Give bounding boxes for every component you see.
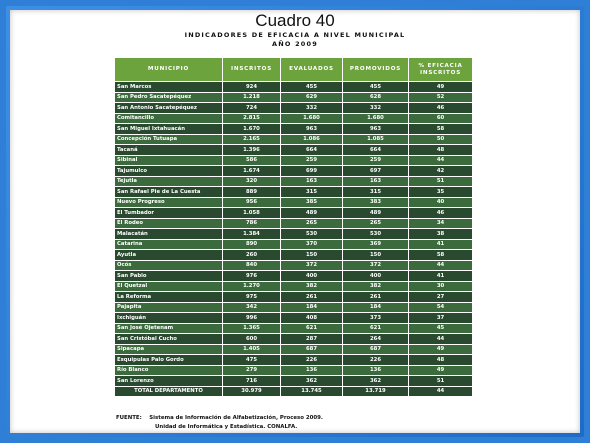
cell-promovidos: 383 [343,197,409,208]
table-row [115,124,473,135]
cell-promovidos: 332 [343,103,409,114]
cell-eficacia: 58 [409,250,473,261]
cell-inscritos: 1.674 [223,166,281,177]
cell-evaluados: 150 [281,250,343,261]
cell-promovidos: 1.085 [343,134,409,145]
cell-inscritos: 2.815 [223,113,281,124]
cell-inscritos: 320 [223,176,281,187]
cell-municipio: San Lorenzo [115,376,223,387]
cell-evaluados: 315 [281,187,343,198]
cell-promovidos: 963 [343,124,409,135]
header-eficacia: % EFICACIA INSCRITOS [409,58,473,82]
cell-eficacia: 44 [409,155,473,166]
cell-municipio: Sipacapa [115,344,223,355]
table-row [115,208,473,219]
cell-eficacia: 52 [409,92,473,103]
cell-evaluados: 332 [281,103,343,114]
cell-municipio: Concepción Tutuapa [115,134,223,145]
cell-municipio: Sibinal [115,155,223,166]
cell-municipio: Pajapita [115,302,223,313]
cell-promovidos: 163 [343,176,409,187]
cell-promovidos: 150 [343,250,409,261]
table-body [115,82,473,397]
table-row [115,334,473,345]
cell-eficacia: 44 [409,260,473,271]
cell-municipio: Esquipulas Palo Gordo [115,355,223,366]
slide [10,10,580,433]
cell-promovidos: 259 [343,155,409,166]
cell-inscritos: 1.405 [223,344,281,355]
header-promovidos: PROMOVIDOS [343,58,409,82]
cell-promovidos: 697 [343,166,409,177]
cell-municipio: San José Ojetenam [115,323,223,334]
page-title: Cuadro 40 [255,11,335,30]
cell-eficacia: 58 [409,124,473,135]
table-row [115,292,473,303]
table-year: AÑO 2009 [272,40,318,48]
total-value: 13.719 [343,386,409,397]
cell-promovidos: 664 [343,145,409,156]
cell-evaluados: 136 [281,365,343,376]
cell-evaluados: 400 [281,271,343,282]
cell-municipio: Río Blanco [115,365,223,376]
cell-eficacia: 41 [409,271,473,282]
efficiency-table [114,57,473,397]
cell-evaluados: 963 [281,124,343,135]
cell-inscritos: 475 [223,355,281,366]
table-row [115,155,473,166]
table-row [115,365,473,376]
cell-evaluados: 699 [281,166,343,177]
cell-inscritos: 2.165 [223,134,281,145]
cell-evaluados: 385 [281,197,343,208]
cell-evaluados: 1.086 [281,134,343,145]
cell-municipio: San Cristóbal Cucho [115,334,223,345]
cell-municipio: Ocós [115,260,223,271]
cell-eficacia: 30 [409,281,473,292]
table-row [115,187,473,198]
cell-evaluados: 1.680 [281,113,343,124]
header-inscritos: INSCRITOS [223,58,281,82]
cell-eficacia: 41 [409,239,473,250]
cell-inscritos: 1.384 [223,229,281,240]
cell-promovidos: 1.680 [343,113,409,124]
header-municipio: MUNICIPIO [115,58,223,82]
cell-inscritos: 924 [223,82,281,93]
total-value: 44 [409,386,473,397]
cell-promovidos: 400 [343,271,409,282]
cell-municipio: Ayutla [115,250,223,261]
table-row [115,323,473,334]
cell-municipio: Catarina [115,239,223,250]
cell-promovidos: 315 [343,187,409,198]
table-row [115,197,473,208]
cell-evaluados: 370 [281,239,343,250]
cell-inscritos: 956 [223,197,281,208]
total-value: 13.745 [281,386,343,397]
table-row [115,134,473,145]
cell-inscritos: 1.396 [223,145,281,156]
table-row [115,302,473,313]
cell-inscritos: 600 [223,334,281,345]
cell-inscritos: 976 [223,271,281,282]
cell-eficacia: 51 [409,376,473,387]
cell-municipio: San Antonio Sacatepéquez [115,103,223,114]
cell-municipio: San Miguel Ixtahuacán [115,124,223,135]
cell-eficacia: 45 [409,323,473,334]
footer-source-line-2: Unidad de Informática y Estadística. CONALFA. [155,424,298,430]
cell-promovidos: 530 [343,229,409,240]
table-row [115,313,473,324]
cell-inscritos: 1.218 [223,92,281,103]
cell-promovidos: 489 [343,208,409,219]
table-row [115,260,473,271]
cell-eficacia: 51 [409,176,473,187]
cell-municipio: Comitancillo [115,113,223,124]
cell-inscritos: 975 [223,292,281,303]
cell-municipio: San Pablo [115,271,223,282]
footer-source [116,415,323,421]
total-label: TOTAL DEPARTAMENTO [115,386,223,397]
table-row [115,281,473,292]
cell-inscritos: 840 [223,260,281,271]
cell-promovidos: 184 [343,302,409,313]
cell-eficacia: 35 [409,187,473,198]
cell-municipio: Tejutla [115,176,223,187]
cell-promovidos: 373 [343,313,409,324]
footer-source-label: FUENTE: [116,415,142,421]
cell-eficacia: 34 [409,218,473,229]
cell-eficacia: 37 [409,313,473,324]
cell-evaluados: 408 [281,313,343,324]
table-row [115,376,473,387]
cell-municipio: El Quetzal [115,281,223,292]
table-row [115,229,473,240]
table-row [115,355,473,366]
cell-evaluados: 184 [281,302,343,313]
cell-eficacia: 60 [409,113,473,124]
table-row [115,271,473,282]
cell-eficacia: 44 [409,334,473,345]
cell-promovidos: 687 [343,344,409,355]
table-row [115,176,473,187]
cell-evaluados: 259 [281,155,343,166]
cell-promovidos: 621 [343,323,409,334]
cell-eficacia: 40 [409,197,473,208]
cell-inscritos: 586 [223,155,281,166]
cell-promovidos: 382 [343,281,409,292]
cell-eficacia: 27 [409,292,473,303]
cell-promovidos: 265 [343,218,409,229]
cell-promovidos: 369 [343,239,409,250]
cell-promovidos: 226 [343,355,409,366]
table-row [115,92,473,103]
cell-municipio: San Marcos [115,82,223,93]
cell-inscritos: 1.270 [223,281,281,292]
cell-eficacia: 49 [409,365,473,376]
cell-promovidos: 136 [343,365,409,376]
cell-municipio: Malacatán [115,229,223,240]
cell-municipio: San Rafael Pie de La Cuesta [115,187,223,198]
cell-inscritos: 724 [223,103,281,114]
table-row [115,239,473,250]
cell-municipio: La Reforma [115,292,223,303]
table-row [115,250,473,261]
cell-eficacia: 49 [409,344,473,355]
cell-municipio: Tacaná [115,145,223,156]
table-row [115,113,473,124]
cell-promovidos: 362 [343,376,409,387]
cell-evaluados: 372 [281,260,343,271]
cell-evaluados: 265 [281,218,343,229]
cell-inscritos: 889 [223,187,281,198]
table-row [115,166,473,177]
cell-eficacia: 42 [409,166,473,177]
header-evaluados: EVALUADOS [281,58,343,82]
cell-inscritos: 996 [223,313,281,324]
cell-evaluados: 664 [281,145,343,156]
cell-inscritos: 260 [223,250,281,261]
cell-inscritos: 279 [223,365,281,376]
table-row [115,344,473,355]
footer-source-line-1: Sistema de Información de Alfabetización, Proceso 2009. [149,415,323,421]
cell-municipio: Nuevo Progreso [115,197,223,208]
cell-municipio: Ixchiguán [115,313,223,324]
cell-inscritos: 890 [223,239,281,250]
table-row [115,82,473,93]
table-row [115,218,473,229]
table-header-row [115,58,473,82]
cell-promovidos: 261 [343,292,409,303]
cell-municipio: Tajumulco [115,166,223,177]
cell-promovidos: 372 [343,260,409,271]
cell-evaluados: 261 [281,292,343,303]
cell-evaluados: 629 [281,92,343,103]
table-total-row [115,386,473,397]
cell-municipio: San Pedro Sacatepéquez [115,92,223,103]
cell-municipio: El Tumbador [115,208,223,219]
cell-municipio: El Rodeo [115,218,223,229]
cell-evaluados: 687 [281,344,343,355]
cell-inscritos: 716 [223,376,281,387]
cell-inscritos: 786 [223,218,281,229]
cell-inscritos: 1.058 [223,208,281,219]
cell-promovidos: 264 [343,334,409,345]
cell-eficacia: 46 [409,208,473,219]
cell-evaluados: 226 [281,355,343,366]
cell-evaluados: 382 [281,281,343,292]
cell-eficacia: 49 [409,82,473,93]
cell-inscritos: 1.670 [223,124,281,135]
cell-eficacia: 54 [409,302,473,313]
table-row [115,103,473,114]
cell-inscritos: 1.365 [223,323,281,334]
cell-eficacia: 48 [409,355,473,366]
cell-eficacia: 38 [409,229,473,240]
cell-evaluados: 287 [281,334,343,345]
cell-promovidos: 455 [343,82,409,93]
cell-evaluados: 530 [281,229,343,240]
cell-inscritos: 342 [223,302,281,313]
cell-promovidos: 628 [343,92,409,103]
cell-eficacia: 50 [409,134,473,145]
cell-evaluados: 362 [281,376,343,387]
cell-evaluados: 163 [281,176,343,187]
table-row [115,145,473,156]
cell-evaluados: 489 [281,208,343,219]
total-value: 30.979 [223,386,281,397]
table-subtitle: INDICADORES DE EFICACIA A NIVEL MUNICIPAL [184,31,406,39]
cell-evaluados: 455 [281,82,343,93]
cell-eficacia: 46 [409,103,473,114]
cell-eficacia: 48 [409,145,473,156]
cell-evaluados: 621 [281,323,343,334]
